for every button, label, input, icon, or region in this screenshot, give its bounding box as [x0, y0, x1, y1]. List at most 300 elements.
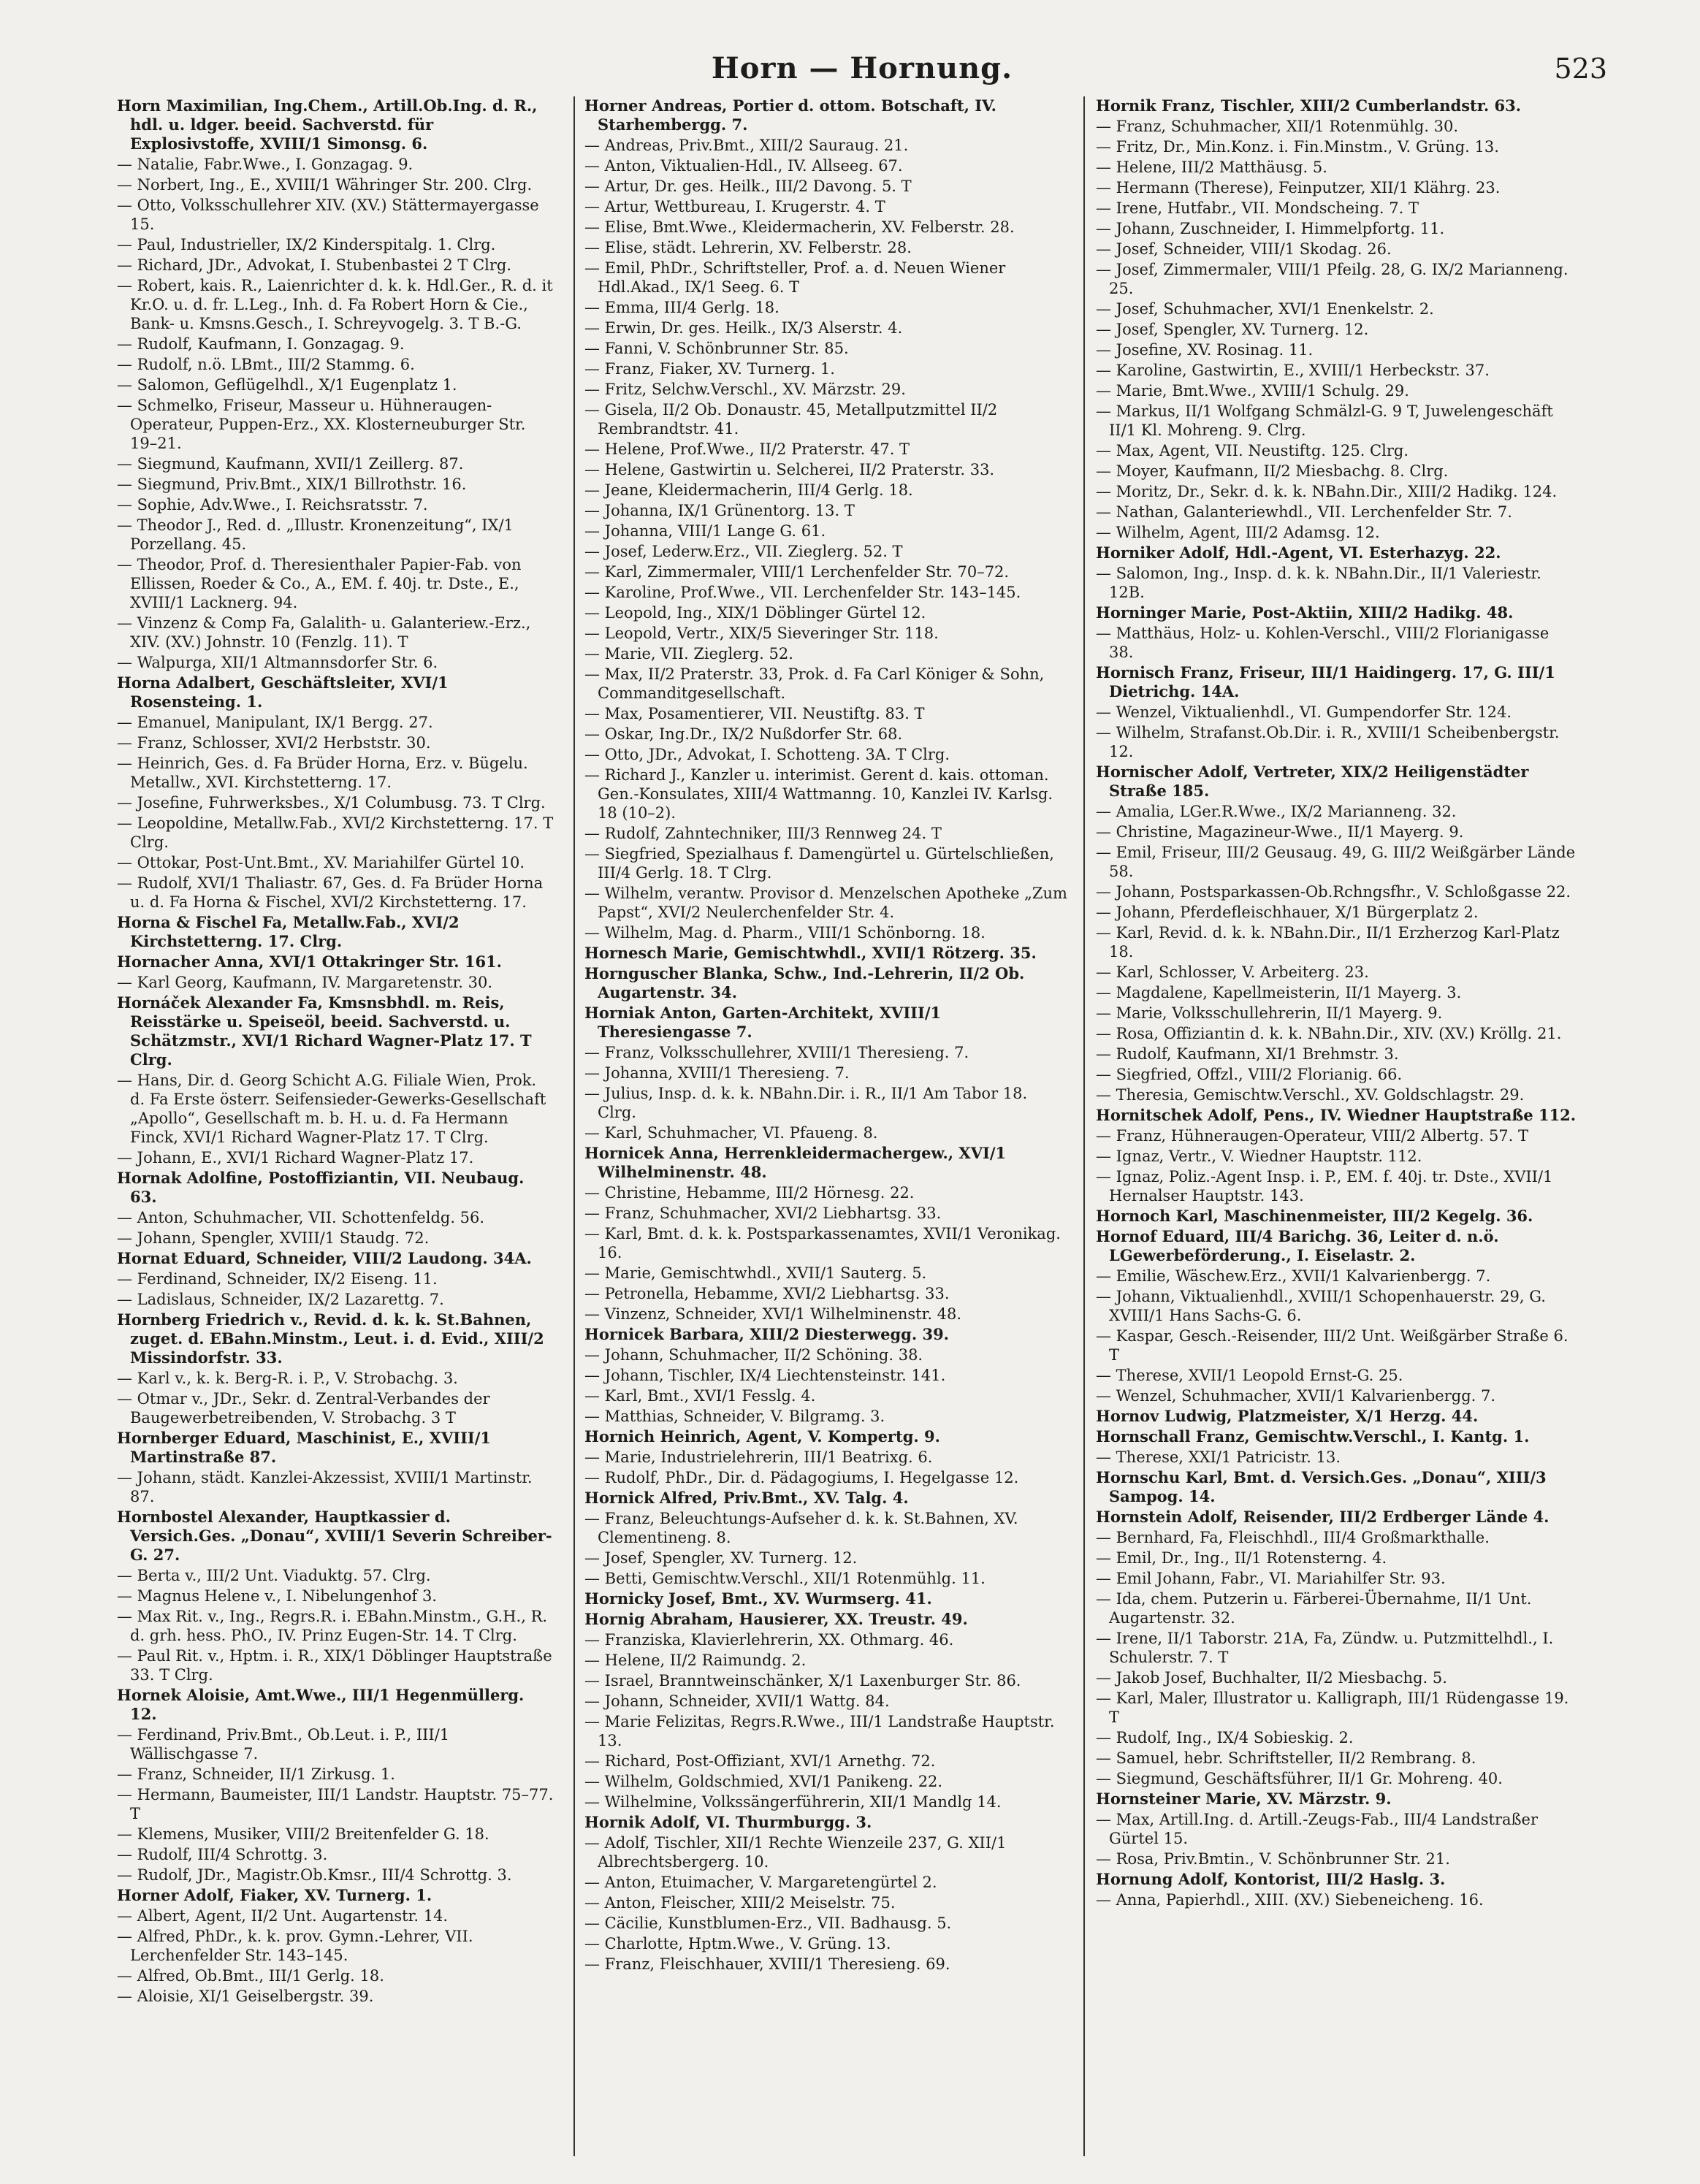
- entry-text: — Otto, Volksschullehrer XIV. (XV.) Stättermayergasse 15.: [117, 196, 539, 233]
- entry-text: Horninger Marie, Post-Aktiin, XIII/2 Hadikg. 48.: [1096, 603, 1514, 622]
- directory-entry: [584, 1386, 1070, 1405]
- directory-entry-head: [1096, 1468, 1578, 1506]
- directory-entry: [584, 1934, 1070, 1953]
- entry-text: — Vinzenz, Schneider, XVI/1 Wilhelminenstr. 48.: [584, 1305, 962, 1323]
- entry-text: — Rudolf, Ing., IX/4 Sobieskig. 2.: [1096, 1729, 1354, 1746]
- directory-entry: [117, 555, 555, 612]
- directory-entry-head: [584, 944, 1070, 963]
- directory-entry: [584, 1064, 1070, 1083]
- entry-text: — Jakob Josef, Buchhalter, II/2 Miesbachg. 5.: [1096, 1669, 1447, 1687]
- entry-text: — Karl, Schuhmacher, VI. Pfaueng. 8.: [584, 1124, 878, 1142]
- entry-text: — Markus, II/1 Wolfgang Schmälzl-G. 9 T, Juwelengeschäft II/1 Kl. Mohreng. 9. Clrg.: [1096, 402, 1553, 439]
- directory-column-1: [117, 96, 555, 2156]
- entry-text: Hornitschek Adolf, Pens., IV. Wiedner Hauptstraße 112.: [1096, 1106, 1577, 1124]
- directory-entry: [1096, 1004, 1578, 1023]
- directory-entry-head: [117, 913, 555, 951]
- directory-entry: [1096, 199, 1578, 218]
- directory-entry: [117, 1987, 555, 2006]
- entry-text: — Josefine, XV. Rosinag. 11.: [1096, 341, 1314, 359]
- entry-text: — Schmelko, Friseur, Masseur u. Hühneraugen-Operateur, Puppen-Erz., XX. Klosterneuburger Str. 19–21.: [117, 397, 526, 452]
- directory-entry: [1096, 381, 1578, 400]
- directory-entry: [117, 155, 555, 174]
- entry-text: — Alfred, Ob.Bmt., III/1 Gerlg. 18.: [117, 1967, 384, 1985]
- entry-text: — Emanuel, Manipulant, IX/1 Bergg. 27.: [117, 714, 433, 731]
- entry-text: — Johann, Postsparkassen-Ob.Rchngsfhr., V. Schloßgasse 22.: [1096, 883, 1571, 901]
- directory-entry: [117, 1845, 555, 1864]
- directory-entry: [1096, 178, 1578, 197]
- entry-text: — Josef, Spengler, XV. Turnerg. 12.: [1096, 321, 1369, 338]
- directory-entry-head: [117, 1686, 555, 1724]
- directory-entry: [1096, 1065, 1578, 1084]
- page-header: [117, 51, 1607, 95]
- directory-entry: [584, 1914, 1070, 1933]
- entry-text: — Aloisie, XI/1 Geiselbergstr. 39.: [117, 1988, 374, 2005]
- entry-text: — Petronella, Hebamme, XVI/2 Liebhartsg. 33.: [584, 1285, 950, 1302]
- entry-text: — Oskar, Ing.Dr., IX/2 Nußdorfer Str. 68.: [584, 725, 903, 743]
- entry-text: — Franz, Fiaker, XV. Turnerg. 1.: [584, 360, 835, 378]
- entry-text: — Josef, Zimmermaler, VIII/1 Pfeilg. 28, G. IX/2 Marianneng. 25.: [1096, 261, 1569, 297]
- entry-text: — Karoline, Gastwirtin, E., XVIII/1 Herbeckstr. 37.: [1096, 362, 1490, 379]
- entry-text: Hornak Adolfine, Postoffiziantin, VII. Neubaug. 63.: [117, 1169, 525, 1206]
- directory-entry: [584, 460, 1070, 479]
- directory-entry: [117, 874, 555, 912]
- directory-entry: [584, 704, 1070, 723]
- entry-text: Hornicek Anna, Herrenkleidermachergew., XVI/1 Wilhelminenstr. 48.: [584, 1144, 1007, 1181]
- entry-text: — Rudolf, XVI/1 Thaliastr. 67, Ges. d. Fa Brüder Horna u. d. Fa Horna & Fischel, XVI/2 Kirchstetterng. 17.: [117, 874, 544, 911]
- directory-entry-head: [117, 96, 555, 153]
- entry-text: — Siegmund, Geschäftsführer, II/1 Gr. Mohreng. 40.: [1096, 1770, 1503, 1787]
- directory-entry-head: [1096, 1790, 1578, 1809]
- directory-entry: [1096, 117, 1578, 136]
- entry-text: Hornáček Alexander Fa, Kmsnsbhdl. m. Reis, Reisstärke u. Speiseöl, beeid. Sachverstd. u. Schätzmstr., XVI/1 Richard Wagner-Platz 17. T Clrg.: [117, 993, 532, 1069]
- entry-text: — Natalie, Fabr.Wwe., I. Gonzagag. 9.: [117, 156, 413, 173]
- directory-entry: [1096, 1528, 1578, 1547]
- directory-entry: [117, 713, 555, 732]
- entry-text: — Siegfried, Spezialhaus f. Damengürtel u. Gürtelschließen, III/4 Gerlg. 18. T Clrg.: [584, 845, 1054, 882]
- entry-text: — Johann, E., XVI/1 Richard Wagner-Platz 17.: [117, 1149, 474, 1167]
- directory-entry-head: [584, 1144, 1070, 1182]
- directory-entry-head: [117, 673, 555, 711]
- entry-text: — Betti, Gemischtw.Verschl., XII/1 Rotenmühlg. 11.: [584, 1570, 986, 1587]
- entry-text: — Elise, Bmt.Wwe., Kleidermacherin, XV. Felberstr. 28.: [584, 218, 1015, 236]
- directory-entry: [584, 665, 1070, 703]
- entry-text: — Ferdinand, Priv.Bmt., Ob.Leut. i. P., III/1 Wällischgasse 7.: [117, 1726, 450, 1763]
- entry-text: — Johanna, IX/1 Grünentorg. 13. T: [584, 502, 855, 519]
- directory-entry: [584, 1043, 1070, 1062]
- entry-text: — Samuel, hebr. Schriftsteller, II/2 Rembrang. 8.: [1096, 1749, 1476, 1767]
- entry-text: — Franziska, Klavierlehrerin, XX. Othmarg. 46.: [584, 1631, 954, 1649]
- entry-text: — Leopold, Ing., XIX/1 Döblinger Gürtel 12.: [584, 604, 926, 622]
- directory-entry: [584, 1366, 1070, 1385]
- directory-entry: [1096, 260, 1578, 298]
- entry-text: — Nathan, Galanteriewhdl., VII. Lerchenfelder Str. 7.: [1096, 503, 1512, 521]
- directory-entry-head: [117, 1508, 555, 1565]
- directory-entry: [584, 1123, 1070, 1142]
- directory-entry: [1096, 1167, 1578, 1205]
- directory-entry: [1096, 240, 1578, 259]
- entry-text: — Wilhelm, Goldschmied, XVI/1 Panikeng. 22.: [584, 1773, 943, 1790]
- directory-entry: [584, 339, 1070, 358]
- entry-text: — Johann, Viktualienhdl., XVIII/1 Schopenhauerstr. 29, G. XVIII/1 Hans Sachs-G. 6.: [1096, 1288, 1546, 1324]
- directory-entry: [584, 1549, 1070, 1568]
- entry-text: Hornov Ludwig, Platzmeister, X/1 Herzg. 44.: [1096, 1407, 1479, 1425]
- directory-entry: [1096, 624, 1578, 662]
- directory-column-2: [584, 96, 1070, 2156]
- directory-entry: [1096, 1024, 1578, 1043]
- entry-text: — Emil, Friseur, III/2 Geusaug. 49, G. III/2 Weißgärber Lände 58.: [1096, 844, 1576, 880]
- directory-entry: [117, 1369, 555, 1388]
- entry-text: — Karl v., k. k. Berg-R. i. P., V. Strobachg. 3.: [117, 1370, 458, 1387]
- entry-text: — Otmar v., JDr., Sekr. d. Zentral-Verbandes der Baugewerbetreibenden, V. Strobachg. 3 T: [117, 1390, 490, 1427]
- entry-text: Hornat Eduard, Schneider, VIII/2 Laudong. 34A.: [117, 1249, 532, 1267]
- entry-text: — Marie, Volksschullehrerin, II/1 Mayerg. 9.: [1096, 1004, 1443, 1022]
- directory-entry-head: [1096, 1207, 1578, 1226]
- entry-text: — Johann, Zuschneider, I. Himmelpfortg. 11.: [1096, 220, 1445, 237]
- entry-text: — Max, Posamentierer, VII. Neustiftg. 83. T: [584, 705, 925, 722]
- directory-entry: [117, 853, 555, 872]
- directory-entry: [584, 1833, 1070, 1871]
- directory-entry: [1096, 1629, 1578, 1667]
- entry-text: Hornik Adolf, VI. Thurmburgg. 3.: [584, 1813, 872, 1831]
- entry-text: — Johann, Schuhmacher, II/2 Schöning. 38.: [584, 1346, 923, 1364]
- entry-text: — Christine, Hebamme, III/2 Hörnesg. 22.: [584, 1184, 915, 1202]
- directory-entry: [1096, 299, 1578, 318]
- entry-text: — Magnus Helene v., I. Nibelungenhof 3.: [117, 1587, 437, 1605]
- directory-entry: [1096, 361, 1578, 380]
- directory-entry: [584, 542, 1070, 561]
- directory-entry: [584, 583, 1070, 602]
- directory-entry: [117, 614, 555, 652]
- directory-entry: [117, 396, 555, 453]
- directory-entry: [584, 440, 1070, 459]
- directory-entry: [1096, 882, 1578, 901]
- entry-text: — Sophie, Adv.Wwe., I. Reichsratsstr. 7.: [117, 496, 428, 513]
- directory-entry: [584, 1084, 1070, 1122]
- entry-text: — Rosa, Offiziantin d. k. k. NBahn.Dir., XIV. (XV.) Kröllg. 21.: [1096, 1025, 1562, 1042]
- directory-entry: [584, 1752, 1070, 1771]
- entry-text: Horniak Anton, Garten-Architekt, XVIII/1 Theresiengasse 7.: [584, 1004, 942, 1041]
- directory-entry: [1096, 1267, 1578, 1286]
- directory-entry-head: [117, 1310, 555, 1367]
- entry-text: Horner Adolf, Fiaker, XV. Turnerg. 1.: [117, 1886, 432, 1904]
- directory-entry: [584, 1955, 1070, 1974]
- entry-text: Hornick Alfred, Priv.Bmt., XV. Talg. 4.: [584, 1489, 909, 1507]
- entry-text: — Wilhelm, Agent, III/2 Adamsg. 12.: [1096, 524, 1380, 541]
- entry-text: — Johann, Pferdefleischhauer, X/1 Bürgerplatz 2.: [1096, 904, 1479, 921]
- directory-entry: [584, 1671, 1070, 1690]
- entry-text: — Karl, Bmt., XVI/1 Fesslg. 4.: [584, 1387, 816, 1405]
- entry-text: — Fanni, V. Schönbrunner Str. 85.: [584, 340, 849, 357]
- entry-text: — Max Rit. v., Ing., Regrs.R. i. EBahn.Minstm., G.H., R. d. grh. hess. PhO., IV. Prinz Eugen-Str. 14. T Clrg.: [117, 1608, 548, 1644]
- entry-text: Hornisch Franz, Friseur, III/1 Haidingerg. 17, G. III/1 Dietrichg. 14A.: [1096, 663, 1555, 700]
- directory-entry: [117, 1208, 555, 1227]
- entry-text: — Johanna, XVIII/1 Theresieng. 7.: [584, 1064, 850, 1082]
- directory-entry: [1096, 482, 1578, 501]
- entry-text: — Adolf, Tischler, XII/1 Rechte Wienzeile 237, G. XII/1 Albrechtsbergerg. 10.: [584, 1834, 1007, 1871]
- entry-text: — Charlotte, Hptm.Wwe., V. Grüng. 13.: [584, 1935, 891, 1952]
- directory-entry: [1096, 983, 1578, 1002]
- entry-text: Hornschall Franz, Gemischtw.Verschl., I. Kantg. 1.: [1096, 1427, 1530, 1446]
- directory-entry: [584, 1204, 1070, 1223]
- entry-text: — Karl, Zimmermaler, VIII/1 Lerchenfelder Str. 70–72.: [584, 563, 1010, 581]
- directory-entry-head: [584, 1004, 1070, 1042]
- directory-entry: [1096, 963, 1578, 982]
- directory-entry-head: [584, 964, 1070, 1002]
- directory-entry: [584, 218, 1070, 237]
- entry-text: — Franz, Schuhmacher, XVI/2 Liebhartsg. 33.: [584, 1204, 942, 1222]
- entry-text: Hornicky Josef, Bmt., XV. Wurmserg. 41.: [584, 1589, 932, 1608]
- entry-text: Hornung Adolf, Kontorist, III/2 Haslg. 3.: [1096, 1870, 1446, 1888]
- entry-text: — Magdalene, Kapellmeisterin, II/1 Mayerg. 3.: [1096, 984, 1462, 1001]
- directory-entry-head: [584, 1325, 1070, 1344]
- directory-entry: [1096, 1147, 1578, 1166]
- entry-text: — Salomon, Ing., Insp. d. k. k. NBahn.Dir., II/1 Valeriestr. 12B.: [1096, 565, 1541, 601]
- entry-text: Hornberg Friedrich v., Revid. d. k. k. St.Bahnen, zuget. d. EBahn.Minstm., Leut. i. d. Evid., XIII/2 Missindorfstr. 33.: [117, 1310, 544, 1367]
- entry-text: — Moyer, Kaufmann, II/2 Miesbachg. 8. Clrg.: [1096, 462, 1449, 480]
- directory-entry-head: [584, 1589, 1070, 1608]
- directory-entry-head: [117, 993, 555, 1069]
- directory-entry: [584, 1651, 1070, 1670]
- entry-text: Hornstein Adolf, Reisender, III/2 Erdberger Lände 4.: [1096, 1508, 1550, 1526]
- directory-entry: [584, 359, 1070, 378]
- entry-text: — Wilhelm, verantw. Provisor d. Menzelschen Apotheke „Zum Papst“, XVI/2 Neulerchenfelder Str. 4.: [584, 885, 1067, 921]
- entry-text: — Ferdinand, Schneider, IX/2 Eiseng. 11.: [117, 1270, 438, 1288]
- directory-entry-head: [1096, 1427, 1578, 1446]
- entry-text: — Franz, Volksschullehrer, XVIII/1 Theresieng. 7.: [584, 1044, 969, 1061]
- directory-entry: [1096, 1326, 1578, 1364]
- entry-text: — Gisela, II/2 Ob. Donaustr. 45, Metallputzmittel II/2 Rembrandtstr. 41.: [584, 401, 998, 438]
- directory-entry: [584, 603, 1070, 622]
- entry-text: — Josef, Schneider, VIII/1 Skodag. 26.: [1096, 240, 1392, 258]
- entry-text: — Franz, Schneider, II/1 Zirkusg. 1.: [117, 1765, 395, 1783]
- directory-entry: [1096, 1769, 1578, 1788]
- entry-text: Hornich Heinrich, Agent, V. Kompertg. 9.: [584, 1427, 940, 1446]
- directory-column-3: [1096, 96, 1578, 2156]
- directory-entry-head: [584, 1489, 1070, 1508]
- entry-text: — Rudolf, Kaufmann, XI/1 Brehmstr. 3.: [1096, 1045, 1399, 1063]
- directory-entry-head: [1096, 1508, 1578, 1527]
- directory-entry: [584, 644, 1070, 663]
- directory-entry: [584, 1345, 1070, 1364]
- entry-text: — Robert, kais. R., Laienrichter d. k. k. Hdl.Ger., R. d. it Kr.O. u. d. fr. L.Leg., Inh. d. Fa Robert Horn & Cie., Bank- u. Kmsns.Gesch., I. Schreyvogelg. 3. T B.-G.: [117, 277, 553, 332]
- directory-entry: [584, 844, 1070, 882]
- entry-text: — Paul, Industrieller, IX/2 Kinderspitalg. 1. Clrg.: [117, 236, 496, 253]
- directory-entry: [1096, 703, 1578, 722]
- directory-entry: [584, 1873, 1070, 1892]
- directory-entry: [117, 495, 555, 514]
- entry-text: Horner Andreas, Portier d. ottom. Botschaft, IV. Starhembergg. 7.: [584, 96, 996, 134]
- entry-text: Hornesch Marie, Gemischtwhdl., XVII/1 Rötzerg. 35.: [584, 944, 1037, 962]
- entry-text: — Franz, Schuhmacher, XII/1 Rotenmühlg. 30.: [1096, 118, 1459, 135]
- entry-text: — Richard, Post-Offiziant, XVI/1 Arnethg. 72.: [584, 1752, 936, 1770]
- directory-entry: [584, 1893, 1070, 1912]
- directory-entry: [1096, 158, 1578, 177]
- directory-entry: [584, 1509, 1070, 1547]
- directory-entry: [584, 238, 1070, 257]
- entry-text: Hornof Eduard, III/4 Barichg. 36, Leiter d. n.ö. LGewerbeförderung., I. Eiselastr. 2.: [1096, 1227, 1499, 1264]
- directory-entry: [117, 1906, 555, 1925]
- directory-entry: [1096, 1287, 1578, 1325]
- directory-entry-head: [584, 1813, 1070, 1832]
- directory-entry: [584, 1712, 1070, 1750]
- directory-entry-head: [584, 1427, 1070, 1446]
- directory-entry: [117, 973, 555, 992]
- directory-entry: [1096, 1689, 1578, 1727]
- entry-text: — Fritz, Selchw.Verschl., XV. Märzstr. 29.: [584, 381, 906, 398]
- directory-entry: [1096, 1045, 1578, 1064]
- entry-text: — Franz, Hühneraugen-Operateur, VIII/2 Albertg. 57. T: [1096, 1127, 1529, 1145]
- directory-entry: [1096, 523, 1578, 542]
- directory-entry: [117, 1071, 555, 1147]
- entry-text: — Wenzel, Viktualienhdl., VI. Gumpendorfer Str. 124.: [1096, 703, 1512, 721]
- directory-entry: [117, 256, 555, 275]
- directory-entry: [1096, 1448, 1578, 1467]
- entry-text: — Max, Agent, VII. Neustiftg. 125. Clrg.: [1096, 442, 1409, 459]
- entry-text: — Artur, Dr. ges. Heilk., III/2 Davong. 5. T: [584, 177, 912, 195]
- directory-entry: [584, 1772, 1070, 1791]
- entry-text: Horna Adalbert, Geschäftsleiter, XVI/1 Rosensteing. 1.: [117, 673, 449, 711]
- entry-text: — Anton, Schuhmacher, VII. Schottenfeldg. 56.: [117, 1209, 485, 1226]
- entry-text: Hornschu Karl, Bmt. d. Versich.Ges. „Donau“, XIII/3 Sampog. 14.: [1096, 1468, 1547, 1505]
- directory-entry: [1096, 1589, 1578, 1627]
- entry-text: — Bernhard, Fa, Fleischhdl., III/4 Großmarkthalle.: [1096, 1529, 1490, 1546]
- directory-entry: [1096, 723, 1578, 761]
- directory-entry: [584, 1792, 1070, 1811]
- entry-text: — Leopold, Vertr., XIX/5 Sieveringer Str. 118.: [584, 625, 939, 642]
- entry-text: — Marie, Industrielehrerin, III/1 Beatrixg. 6.: [584, 1448, 933, 1466]
- directory-entry: [117, 454, 555, 473]
- entry-text: — Rudolf, n.ö. LBmt., III/2 Stammg. 6.: [117, 356, 415, 373]
- directory-entry: [117, 653, 555, 672]
- directory-entry-head: [584, 1610, 1070, 1629]
- entry-text: — Vinzenz & Comp Fa, Galalith- u. Galanteriew.-Erz., XIV. (XV.) Johnstr. 10 (Fenzlg. 11). T: [117, 614, 531, 651]
- entry-text: — Wenzel, Schuhmacher, XVII/1 Kalvarienbergg. 7.: [1096, 1387, 1496, 1405]
- directory-entry: [584, 298, 1070, 317]
- directory-entry: [1096, 1749, 1578, 1768]
- entry-text: — Rudolf, PhDr., Dir. d. Pädagogiums, I. Hegelgasse 12.: [584, 1469, 1019, 1486]
- directory-entry: [1096, 1890, 1578, 1909]
- directory-entry: [584, 624, 1070, 643]
- directory-entry: [584, 562, 1070, 581]
- entry-text: Hornicek Barbara, XIII/2 Diesterwegg. 39.: [584, 1325, 949, 1343]
- directory-entry: [117, 475, 555, 494]
- entry-text: — Helene, II/2 Raimundg. 2.: [584, 1652, 807, 1669]
- entry-text: — Berta v., III/2 Unt. Viaduktg. 57. Clrg.: [117, 1567, 431, 1584]
- directory-entry-head: [1096, 1870, 1578, 1889]
- entry-text: — Irene, II/1 Taborstr. 21A, Fa, Zündw. u. Putzmittelhdl., I. Schulerstr. 7. T: [1096, 1630, 1554, 1666]
- entry-text: — Hans, Dir. d. Georg Schicht A.G. Filiale Wien, Prok. d. Fa Erste österr. Seifensieder-Gewerks-Gesellschaft „Apollo“, Gesellschaft m. b. H. u. d. Fa Hermann Finck, XVI/1 Richard Wagner-Platz 17. T Clrg.: [117, 1072, 546, 1146]
- entry-text: Hornischer Adolf, Vertreter, XIX/2 Heiligenstädter Straße 185.: [1096, 763, 1529, 800]
- directory-entry: [584, 745, 1070, 764]
- entry-text: — Anton, Viktualien-Hdl., IV. Allseeg. 67.: [584, 157, 903, 175]
- directory-entry-head: [117, 1429, 555, 1467]
- directory-entry: [117, 516, 555, 554]
- entry-text: — Julius, Insp. d. k. k. NBahn.Dir. i. R., II/1 Am Tabor 18. Clrg.: [584, 1085, 1028, 1121]
- entry-text: — Helene, III/2 Matthäusg. 5.: [1096, 159, 1327, 176]
- entry-text: — Wilhelm, Strafanst.Ob.Dir. i. R., XVIII/1 Scheibenbergstr. 12.: [1096, 724, 1560, 760]
- entry-text: — Ignaz, Vertr., V. Wiedner Hauptstr. 112.: [1096, 1148, 1422, 1165]
- entry-text: — Elise, städt. Lehrerin, XV. Felberstr. 28.: [584, 239, 912, 256]
- directory-entry: [1096, 1569, 1578, 1588]
- entry-text: Hornek Aloisie, Amt.Wwe., III/1 Hegenmüllerg. 12.: [117, 1686, 525, 1723]
- entry-text: — Siegmund, Kaufmann, XVII/1 Zeillerg. 87.: [117, 455, 464, 473]
- directory-entry-head: [117, 1249, 555, 1268]
- directory-entry: [1096, 564, 1578, 602]
- directory-entry: [117, 754, 555, 792]
- entry-text: — Johann, Schneider, XVII/1 Wattg. 84.: [584, 1692, 890, 1710]
- entry-text: — Siegfried, Offzl., VIII/2 Florianig. 66.: [1096, 1066, 1403, 1083]
- directory-entry: [584, 923, 1070, 942]
- entry-text: — Paul Rit. v., Hptm. i. R., XIX/1 Döblinger Hauptstraße 33. T Clrg.: [117, 1647, 552, 1684]
- directory-entry: [1096, 462, 1578, 481]
- directory-entry: [117, 1646, 555, 1684]
- directory-entry: [117, 1269, 555, 1288]
- directory-entry: [584, 1224, 1070, 1262]
- directory-entry: [117, 276, 555, 333]
- entry-text: Horn Maximilian, Ing.Chem., Artill.Ob.Ing. d. R., hdl. u. ldger. beeid. Sachverstd. für Explosivstoffe, XVIII/1 Simonsg. 6.: [117, 96, 538, 153]
- directory-entry: [584, 1183, 1070, 1202]
- entry-text: — Kaspar, Gesch.-Reisender, III/2 Unt. Weißgärber Straße 6. T: [1096, 1327, 1569, 1364]
- entry-text: — Therese, XVII/1 Leopold Ernst-G. 25.: [1096, 1367, 1403, 1384]
- page-title: Horn — Hornung.: [711, 51, 1013, 85]
- directory-entry: [117, 793, 555, 812]
- directory-entry: [1096, 1849, 1578, 1868]
- directory-entry-head: [1096, 96, 1578, 115]
- directory-entry: [584, 1630, 1070, 1649]
- entry-text: — Israel, Branntweinschänker, X/1 Laxenburger Str. 86.: [584, 1672, 1021, 1689]
- directory-entry: [584, 1264, 1070, 1283]
- directory-entry: [584, 725, 1070, 744]
- entry-text: — Karoline, Prof.Wwe., VII. Lerchenfelder Str. 143–145.: [584, 584, 1021, 601]
- entry-text: Hornoch Karl, Maschinenmeister, III/2 Kegelg. 36.: [1096, 1207, 1533, 1225]
- directory-entry: [584, 765, 1070, 822]
- directory-entry: [117, 175, 555, 194]
- directory-entry: [117, 1825, 555, 1844]
- directory-entry: [584, 522, 1070, 541]
- entry-text: — Theodor J., Red. d. „Illustr. Kronenzeitung“, IX/1 Porzellang. 45.: [117, 516, 514, 553]
- directory-entry: [117, 235, 555, 254]
- entry-text: — Emma, III/4 Gerlg. 18.: [584, 299, 780, 316]
- entry-text: — Moritz, Dr., Sekr. d. k. k. NBahn.Dir., XIII/2 Hadikg. 124.: [1096, 483, 1558, 500]
- entry-text: — Wilhelmine, Volkssängerführerin, XII/1 Mandlg 14.: [584, 1793, 1002, 1811]
- directory-entry: [584, 824, 1070, 843]
- entry-text: — Richard J., Kanzler u. interimist. Gerent d. kais. ottoman. Gen.-Konsulates, XIII/4 Wattmanng. 10, Kanzlei IV. Karlsg. 18 (10–2).: [584, 766, 1053, 822]
- directory-entry: [1096, 903, 1578, 922]
- directory-entry: [584, 481, 1070, 500]
- entry-text: — Johann, Tischler, IX/4 Liechtensteinstr. 141.: [584, 1367, 946, 1384]
- entry-text: — Franz, Schlosser, XVI/2 Herbststr. 30.: [117, 734, 431, 752]
- entry-text: — Franz, Beleuchtungs-Aufseher d. k. k. St.Bahnen, XV. Clementineng. 8.: [584, 1510, 1018, 1546]
- entry-text: — Rudolf, Zahntechniker, III/3 Rennweg 24. T: [584, 825, 942, 842]
- entry-text: — Amalia, LGer.R.Wwe., IX/2 Marianneng. 32.: [1096, 803, 1457, 820]
- entry-text: Hornacher Anna, XVI/1 Ottakringer Str. 161.: [117, 952, 502, 971]
- directory-entry: [117, 355, 555, 374]
- directory-entry: [117, 1725, 555, 1763]
- entry-text: — Siegmund, Priv.Bmt., XIX/1 Billrothstr. 16.: [117, 476, 467, 493]
- entry-text: — Walpurga, XII/1 Altmannsdorfer Str. 6.: [117, 654, 438, 671]
- directory-entry: [584, 156, 1070, 175]
- entry-text: — Helene, Prof.Wwe., II/2 Praterstr. 47. T: [584, 440, 910, 458]
- directory-entry: [1096, 1126, 1578, 1145]
- directory-entry-head: [117, 1886, 555, 1905]
- directory-entry: [117, 1468, 555, 1506]
- directory-entry: [584, 1284, 1070, 1303]
- directory-entry-head: [1096, 603, 1578, 622]
- entry-text: — Jeane, Kleidermacherin, III/4 Gerlg. 18.: [584, 481, 913, 499]
- entry-text: — Klemens, Musiker, VIII/2 Breitenfelder G. 18.: [117, 1825, 489, 1843]
- entry-text: — Karl Georg, Kaufmann, IV. Margaretenstr. 30.: [117, 974, 493, 991]
- directory-entry: [584, 197, 1070, 216]
